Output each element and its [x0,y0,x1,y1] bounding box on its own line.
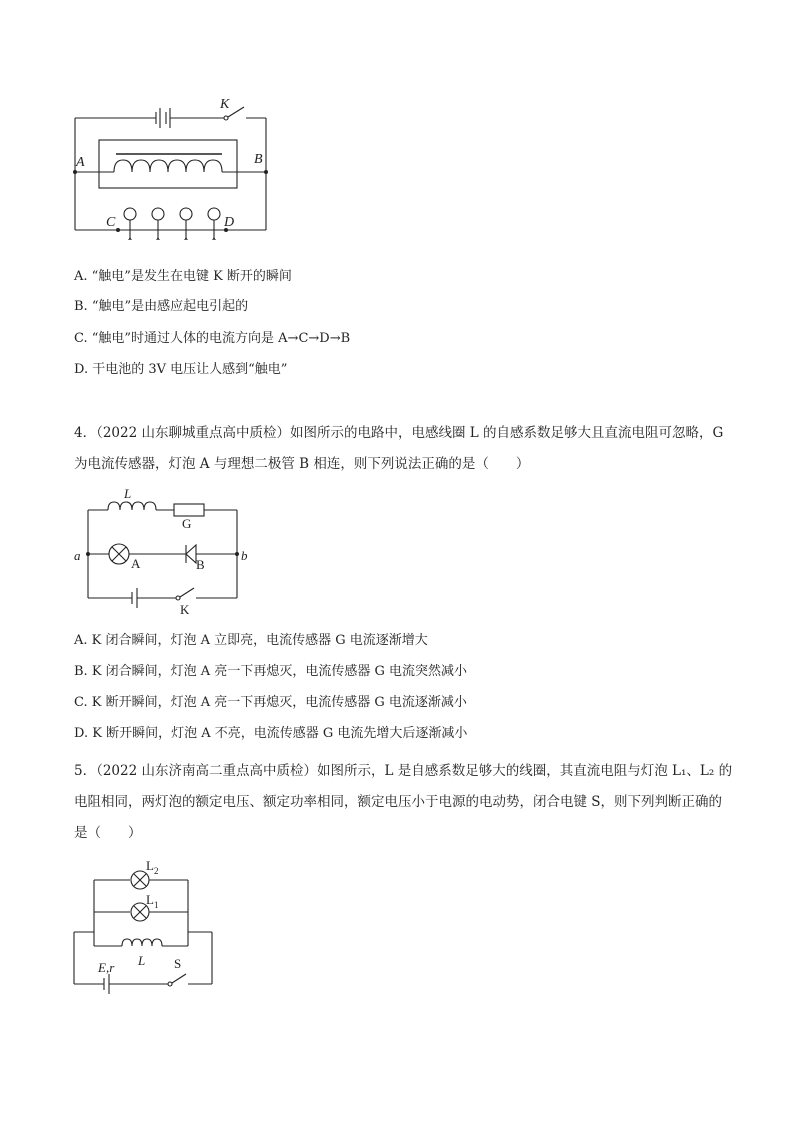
label-diode-b: B [196,557,205,572]
label-b: B [254,152,263,167]
label-l: L [124,486,132,501]
label-k: K [220,97,230,112]
label-lamp-a: A [131,556,141,571]
q3-option-c: C. “触电”时通过人体的电流方向是 A→C→D→B [74,331,351,346]
label-c: C [106,215,116,230]
figure-q5-circuit [70,856,220,996]
person-4 [202,208,226,240]
label-l2-sub: 2 [154,866,159,876]
q3-option-d: D. 干电池的 3V 电压让人感到“触电” [74,362,288,377]
label-g: G [182,516,192,531]
label-l1: L [146,892,154,907]
label-switch-s: S [174,956,182,971]
label-a: A [76,155,85,170]
q4-option-d: D. K 断开瞬间，灯泡 A 不亮，电流传感器 G 电流先增大后逐渐减小 [74,726,468,741]
label-er: E,r [98,960,115,975]
label-d: D [224,215,235,230]
label-l1-sub: 1 [154,900,159,910]
q4-option-c: C. K 断开瞬间，灯泡 A 亮一下再熄灭，电流传感器 G 电流逐渐减小 [74,695,467,710]
person-2 [146,208,184,240]
q5-stem: 5．（2022 山东济南高二重点高中质检）如图所示，L 是自感系数足够大的线圈，其直流电阻与灯泡 L₁、L₂ 的电阻相同，两灯泡的额定电压、额定功率相同，额定电压小于电源的电动势，闭合电键 S，则下列判断正确的是（ ） [74,763,733,841]
q4-option-b: B. K 闭合瞬间，灯泡 A 亮一下再熄灭，电流传感器 G 电流突然减小 [74,664,467,679]
label-l2: L [146,858,154,873]
label-coil-l: L [138,953,146,968]
person-3 [174,208,212,240]
q3-option-a: A. “触电”是发生在电键 K 断开的瞬间 [74,269,292,284]
person-1 [118,208,156,240]
q4-stem: 4．（2022 山东聊城重点高中质检）如图所示的电路中，电感线圈 L 的自感系数足够大且直流电阻可忽略，G 为电流传感器，灯泡 A 与理想二极管 B 相连，则下列说法正确的是（ ） [74,425,724,472]
figure-q4-circuit [72,486,252,614]
label-a-node: a [74,548,81,563]
q3-option-b: B. “触电”是由感应起电引起的 [74,299,249,314]
label-switch-k: K [180,602,190,614]
figure-coil-circuit [66,92,278,240]
label-b-node: b [241,548,248,563]
q4-option-a: A. K 闭合瞬间，灯泡 A 立即亮，电流传感器 G 电流逐渐增大 [74,633,428,648]
